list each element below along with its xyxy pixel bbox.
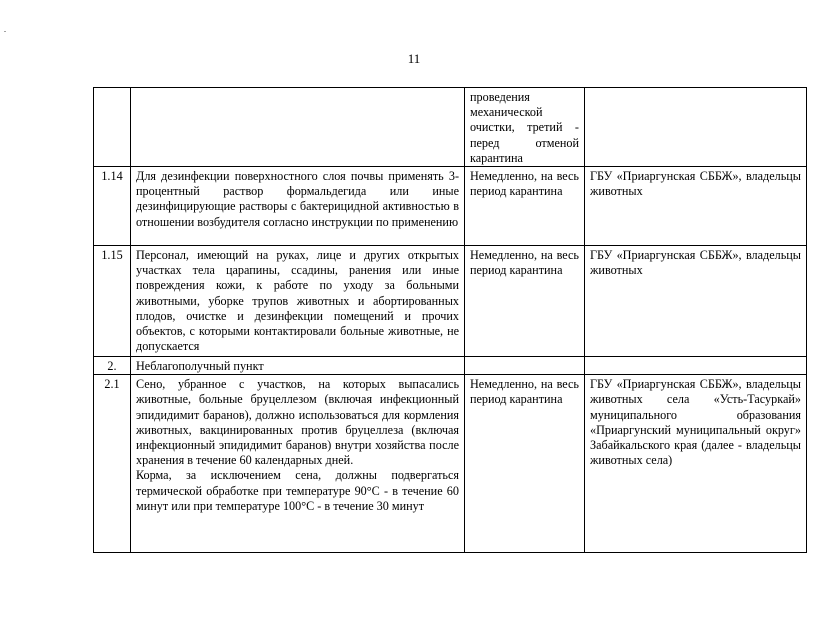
measure-text: Корма, за исключением сена, должны подвергаться термической обработке при температуре 90°С - в течение 60 минут или при температуре 100°С - в течение 30 минут: [136, 468, 459, 513]
responsible-cell: [585, 88, 807, 167]
measure-cell: [131, 246, 465, 357]
table-row: [94, 375, 807, 553]
deadline-cell: [465, 246, 585, 357]
stray-dot-mark: .: [4, 25, 6, 34]
table-row: [94, 246, 807, 357]
row-number: 2.: [94, 357, 131, 375]
responsible-text: ГБУ «Приаргунская СББЖ», владельцы животных: [590, 248, 801, 278]
deadline-text: Немедленно, на весь период карантина: [470, 377, 579, 407]
section-title-cell: [131, 357, 465, 375]
table-row: [94, 167, 807, 246]
page-number: 11: [407, 51, 421, 66]
responsible-text: ГБУ «Приаргунская СББЖ», владельцы животных: [590, 169, 801, 199]
row-number: [94, 88, 131, 167]
deadline-cell: [465, 167, 585, 246]
deadline-text: Немедленно, на весь период карантина: [470, 248, 579, 278]
row-number: 1.15: [94, 246, 131, 357]
deadline-cell: [465, 357, 585, 375]
measures-table: [93, 87, 807, 553]
deadline-cell: [465, 375, 585, 553]
responsible-cell: [585, 375, 807, 553]
section-title: Неблагополучный пункт: [136, 359, 264, 374]
deadline-text: Немедленно, на весь период карантина: [470, 169, 579, 199]
responsible-text: ГБУ «Приаргунская СББЖ», владельцы животных села «Усть-Тасуркай» муниципального образования «Приаргунский муниципальный округ» Забайкальского края (далее - владельцы животных села): [590, 377, 801, 468]
measure-cell: [131, 375, 465, 553]
table-row: [94, 88, 807, 167]
measure-text: Для дезинфекции поверхностного слоя почвы применять 3-процентный раствор формальдегида или иные дезинфицирующие растворы с бактерицидной активностью в отношении возбудителя согласно инструкции по применению: [136, 169, 459, 229]
row-number: 2.1: [94, 375, 131, 553]
responsible-cell: [585, 357, 807, 375]
deadline-text: проведения механической очистки, третий - перед отменой карантина: [470, 90, 579, 165]
measure-cell: [131, 167, 465, 246]
responsible-cell: [585, 246, 807, 357]
responsible-cell: [585, 167, 807, 246]
deadline-cell: [465, 88, 585, 167]
measure-text: Персонал, имеющий на руках, лице и других открытых участках тела царапины, ссадины, ранения или иные повреждения кожи, к работе по уходу за больными животными, уборке трупов животных и абортированных плодов, очистке и дезинфекции помещений и прочих объектов, с которыми контактировали больные животные, не допускается: [136, 248, 459, 354]
measure-text: Сено, убранное с участков, на которых выпасались животные, больные бруцеллезом (включая инфекционный эпидидимит баранов), должно использоваться для кормления животных, вакцинированных против бруцеллеза (включая инфекционный эпидидимит баранов) внутри хозяйства после хранения в течение 60 календарных дней.: [136, 377, 459, 468]
row-number: 1.14: [94, 167, 131, 246]
table-row: [94, 357, 807, 375]
measure-cell: [131, 88, 465, 167]
